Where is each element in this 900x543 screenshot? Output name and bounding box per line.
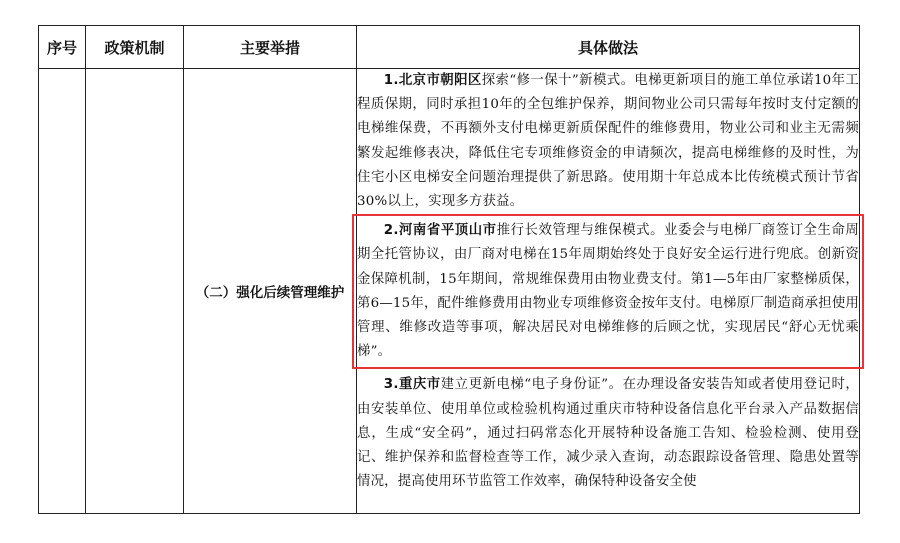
cell-practice [357, 69, 860, 514]
practice-paragraph-chongqing [357, 373, 859, 494]
header-index: 序号 [39, 26, 86, 69]
practice-paragraph-pingdingshan [357, 219, 859, 364]
practice-text: 探索“修一保十”新模式。电梯更新项目的施工单位承诺10年工程质保期，同时承担10年的全包维护保养，期间物业公司只需每年按时支付定额的电梯维保费，不再额外支付电梯更新质保配件的维修费用，物业公司和业主无需频繁发起维修表决，降低住宅专项维修资金的申请频次，提高电梯维修的及时性，为住宅小区电梯安全问题治理提供了新思路。使用期十年总成本比传统模式预计节省30%以上，实现多方获益。 [357, 73, 860, 210]
header-row [39, 26, 860, 69]
practice-lead: 重庆市 [398, 377, 441, 393]
practice-text: 建立更新电梯“电子身份证”。在办理设备安装告知或者使用登记时，由安装单位、使用单位或检验机构通过重庆市特种设备信息化平台录入产品数据信息，生成“安全码”，通过扫码常态化开展特种设备施工告知、检验检测、使用登记、维护保养和监督检查等工作，减少录入查询，动态跟踪设备管理、隐患处置等情况，提高使用环节监管工作效率，确保特种设备安全使 [357, 377, 860, 490]
policy-table [38, 25, 860, 514]
practice-lead: 北京市朝阳区 [398, 73, 482, 88]
practice-number: 1. [383, 73, 399, 88]
header-measure: 主要举措 [184, 26, 357, 69]
practice-number: 2. [383, 223, 399, 239]
table-row [39, 69, 860, 514]
practice-lead: 河南省平顶山市 [398, 223, 497, 239]
header-mechanism: 政策机制 [86, 26, 184, 69]
header-practice: 具体做法 [357, 26, 860, 69]
practice-number: 3. [383, 377, 399, 393]
cell-mechanism [86, 69, 184, 514]
practice-text: 推行长效管理与维保模式。业委会与电梯厂商签订全生命周期全托管协议，由厂商对电梯在15年周期始终处于良好安全运行进行兜底。创新资金保障机制，15年期间，常规维保费用由物业费支付。第1—5年由厂家整梯质保，第6—15年，配件维修费用由物业专项维修资金按年支付。电梯原厂制造商承担使用管理、维修改造等事项，解决居民对电梯维修的后顾之忧，实现居民“舒心无忧乘梯”。 [357, 223, 860, 360]
cell-index [39, 69, 86, 514]
practice-paragraph-beijing [357, 69, 859, 214]
cell-measure: （二）强化后续管理维护 [184, 69, 357, 514]
